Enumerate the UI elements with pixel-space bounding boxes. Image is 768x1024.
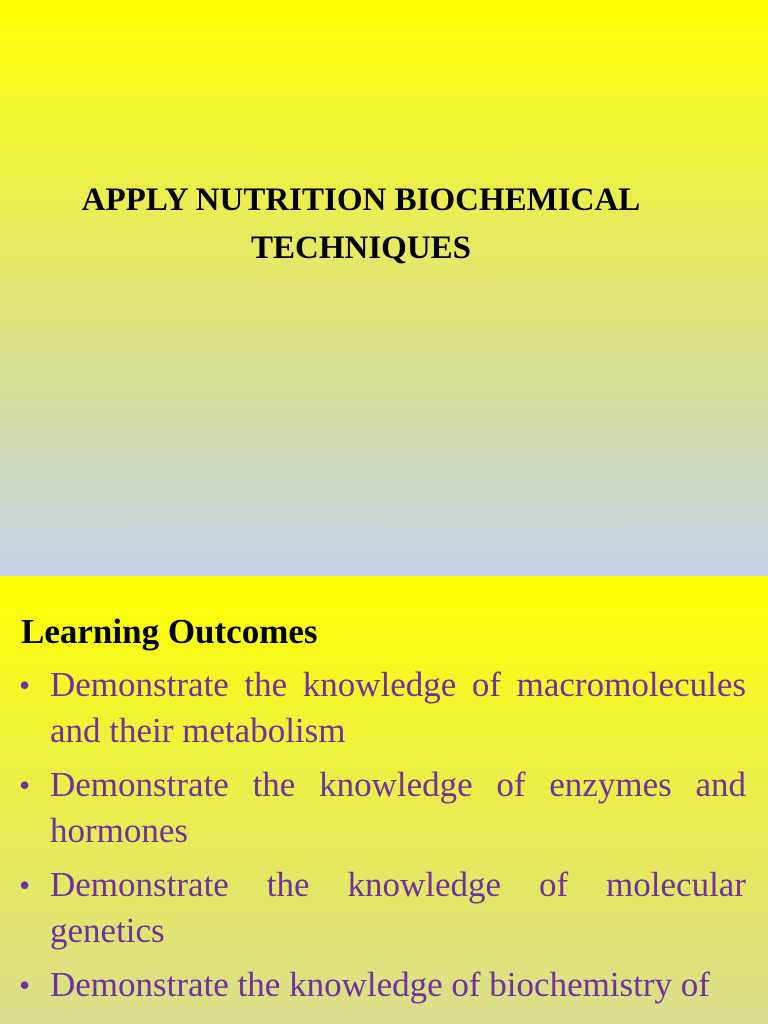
bullet-icon: • <box>19 667 31 703</box>
list-item-text: Demonstrate the knowledge of molecular genetics <box>50 865 746 950</box>
bullet-icon: • <box>19 867 31 903</box>
learning-outcomes-heading: Learning Outcomes <box>21 612 318 651</box>
list-item <box>0 962 768 1008</box>
list-item <box>0 662 768 754</box>
slide-title-line-2: TECHNIQUES <box>250 230 472 266</box>
bullet-icon: • <box>19 767 31 803</box>
list-item-text: Demonstrate the knowledge of macromolecules and their metabolism <box>50 665 746 750</box>
bullet-icon: • <box>19 967 31 1003</box>
list-item-text: Demonstrate the knowledge of biochemistry of <box>50 965 710 1004</box>
learning-outcomes-slide <box>0 576 768 1024</box>
slide-title-line-1: APPLY NUTRITION BIOCHEMICAL <box>81 182 641 218</box>
list-item <box>0 762 768 854</box>
slide-title <box>0 176 722 272</box>
learning-outcomes-list <box>0 662 768 1016</box>
list-item-text: Demonstrate the knowledge of enzymes and hormones <box>50 765 746 850</box>
list-item <box>0 862 768 954</box>
